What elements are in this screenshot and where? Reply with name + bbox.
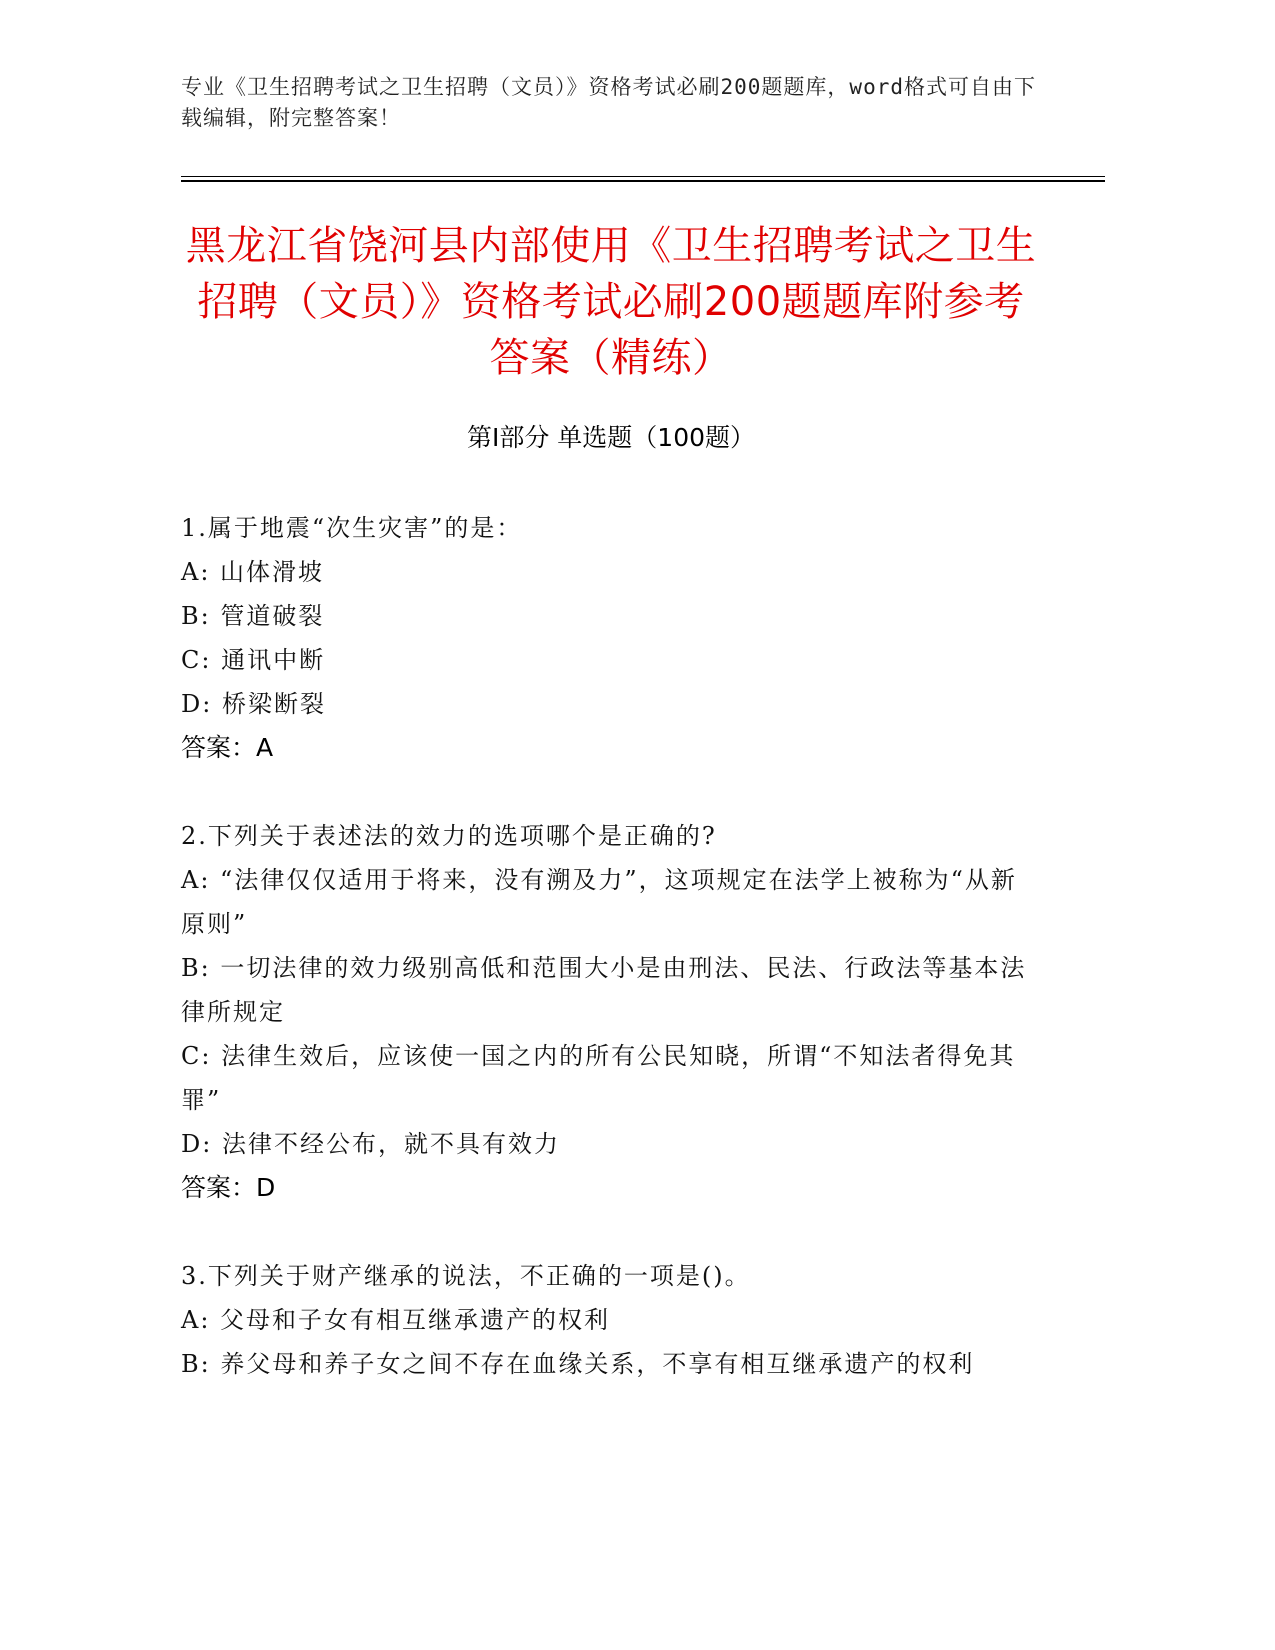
header-divider-thick (181, 180, 1105, 182)
option-d: D: 法律不经公布，就不具有效力 (181, 1130, 560, 1158)
question-2 (181, 814, 1031, 1210)
answer: 答案：A (181, 733, 274, 762)
option-c: C: 法律生效后，应该使一国之内的所有公民知晓，所谓“不知法者得免其罪” (181, 1042, 1016, 1114)
header-divider-thin (181, 176, 1105, 177)
option-b: B: 管道破裂 (181, 602, 325, 630)
answer: 答案：D (181, 1173, 276, 1202)
question-3 (181, 1254, 1031, 1386)
option-a: A: 父母和子女有相互继承遗产的权利 (181, 1306, 611, 1334)
question-text: 1.属于地震“次生灾害”的是： (181, 514, 523, 542)
option-b: B: 一切法律的效力级别高低和范围大小是由刑法、民法、行政法等基本法律所规定 (181, 954, 1027, 1026)
option-d: D: 桥梁断裂 (181, 690, 326, 718)
question-1 (181, 506, 1031, 770)
option-c: C: 通讯中断 (181, 646, 326, 674)
option-a: A: 山体滑坡 (181, 558, 325, 586)
section-heading: 第I部分 单选题（100题） (466, 423, 756, 452)
question-text: 3.下列关于财产继承的说法，不正确的一项是()。 (181, 1262, 751, 1290)
option-a: A: “法律仅仅适用于将来，没有溯及力”，这项规定在法学上被称为“从新原则” (181, 866, 1017, 938)
question-text: 2.下列关于表述法的效力的选项哪个是正确的? (181, 822, 717, 850)
question-list (181, 506, 1031, 1430)
header-text: 专业《卫生招聘考试之卫生招聘（文员）》资格考试必刷200题题库，word格式可自由下载编辑，附完整答案！ (181, 75, 1036, 130)
option-b: B: 养父母和养子女之间不存在血缘关系，不享有相互继承遗产的权利 (181, 1350, 975, 1378)
document-title: 黑龙江省饶河县内部使用《卫生招聘考试之卫生招聘（文员）》资格考试必刷200题题库附参考答案（精练） (185, 223, 1037, 381)
